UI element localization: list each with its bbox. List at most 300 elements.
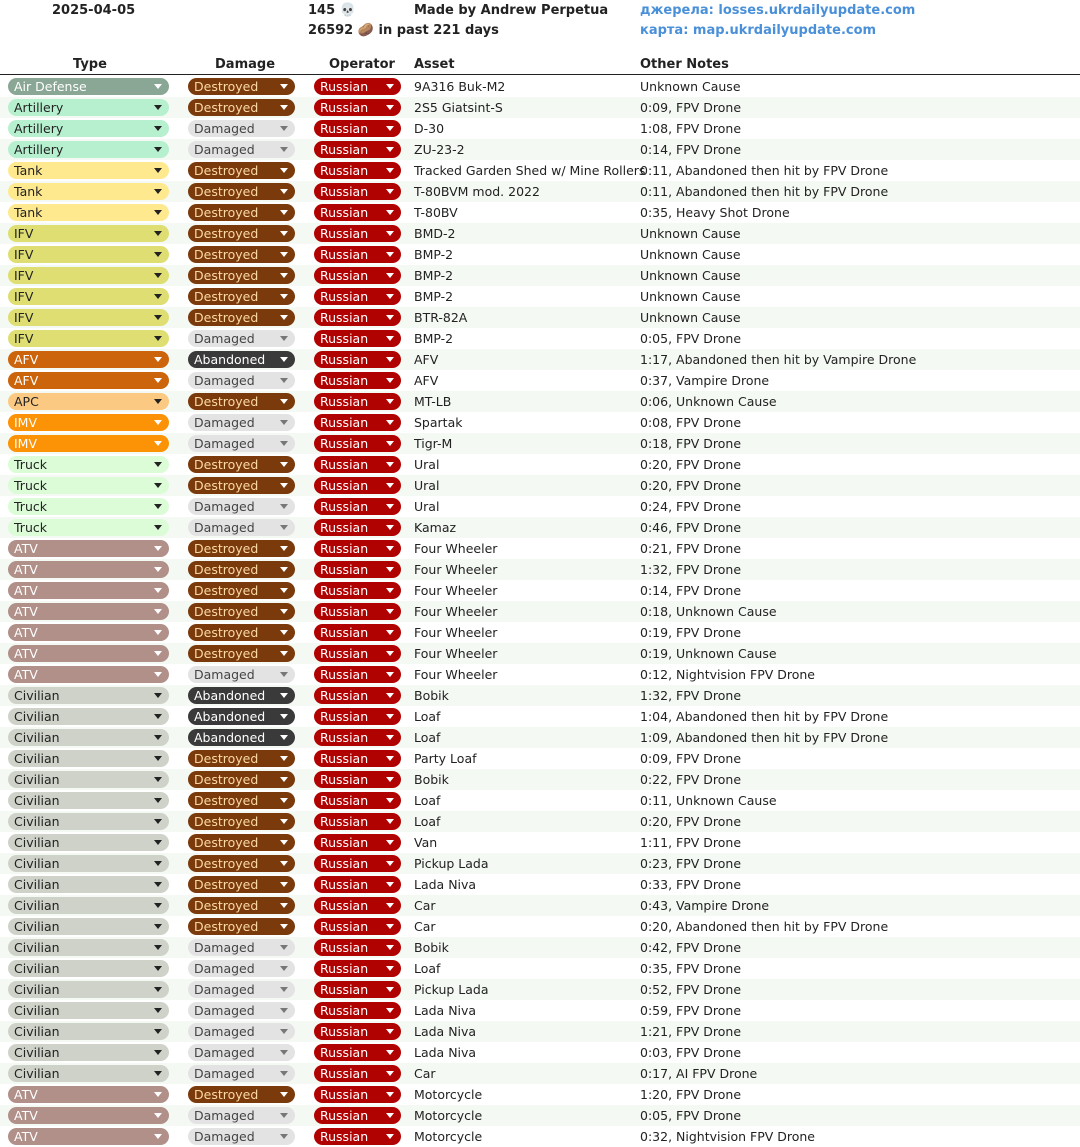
notes-cell: 1:17, Abandoned then hit by Vampire Drone xyxy=(640,352,917,367)
operator-dropdown[interactable] xyxy=(314,687,401,704)
damage-label: Damaged xyxy=(194,373,255,388)
operator-dropdown[interactable] xyxy=(314,708,401,725)
type-dropdown[interactable] xyxy=(8,771,169,788)
operator-dropdown[interactable] xyxy=(314,876,401,893)
operator-dropdown[interactable] xyxy=(314,1044,401,1061)
chevron-down-icon xyxy=(386,420,394,425)
operator-dropdown[interactable] xyxy=(314,813,401,830)
operator-dropdown[interactable] xyxy=(314,1002,401,1019)
damage-label: Destroyed xyxy=(194,226,259,241)
asset-cell: Motorcycle xyxy=(414,1129,483,1144)
table-row xyxy=(0,937,1080,958)
damage-dropdown[interactable] xyxy=(188,456,295,473)
type-dropdown[interactable] xyxy=(8,1107,169,1124)
chevron-down-icon xyxy=(386,756,394,761)
map-link[interactable]: карта: map.ukrdailyupdate.com xyxy=(640,23,877,38)
damage-dropdown[interactable] xyxy=(188,1002,295,1019)
chevron-down-icon xyxy=(154,651,162,656)
asset-cell: Tracked Garden Shed w/ Mine Rollers xyxy=(414,163,646,178)
operator-dropdown[interactable] xyxy=(314,1065,401,1082)
damage-label: Destroyed xyxy=(194,394,259,409)
chevron-down-icon xyxy=(386,1029,394,1034)
damage-label: Destroyed xyxy=(194,625,259,640)
damage-dropdown[interactable] xyxy=(188,414,295,431)
type-label: Artillery xyxy=(14,100,64,115)
type-dropdown[interactable] xyxy=(8,1044,169,1061)
damage-dropdown[interactable] xyxy=(188,204,295,221)
type-dropdown[interactable] xyxy=(8,351,169,368)
damage-dropdown[interactable] xyxy=(188,876,295,893)
damage-dropdown[interactable] xyxy=(188,120,295,137)
notes-cell: 0:20, FPV Drone xyxy=(640,457,742,472)
chevron-down-icon xyxy=(280,84,288,89)
chevron-down-icon xyxy=(386,315,394,320)
operator-dropdown[interactable] xyxy=(314,120,401,137)
table-row xyxy=(0,1063,1080,1084)
notes-cell: 0:35, Heavy Shot Drone xyxy=(640,205,790,220)
operator-dropdown[interactable] xyxy=(314,78,401,95)
chevron-down-icon xyxy=(280,1029,288,1034)
type-dropdown[interactable] xyxy=(8,99,169,116)
damage-label: Damaged xyxy=(194,982,255,997)
notes-cell: 0:12, Nightvision FPV Drone xyxy=(640,667,815,682)
chevron-down-icon xyxy=(280,987,288,992)
chevron-down-icon xyxy=(154,840,162,845)
sources-link[interactable]: джерела: losses.ukrdailyupdate.com xyxy=(640,3,916,18)
type-dropdown[interactable] xyxy=(8,204,169,221)
damage-dropdown[interactable] xyxy=(188,267,295,284)
damage-dropdown[interactable] xyxy=(188,246,295,263)
column-header-operator[interactable]: Operator xyxy=(329,57,395,72)
damage-dropdown[interactable] xyxy=(188,603,295,620)
notes-cell: 0:42, FPV Drone xyxy=(640,940,742,955)
chevron-down-icon xyxy=(386,441,394,446)
type-dropdown[interactable] xyxy=(8,120,169,137)
damage-dropdown[interactable] xyxy=(188,1128,295,1145)
damage-dropdown[interactable] xyxy=(188,309,295,326)
damage-dropdown[interactable] xyxy=(188,813,295,830)
operator-label: Russian xyxy=(320,982,369,997)
operator-dropdown[interactable] xyxy=(314,498,401,515)
table-row xyxy=(0,895,1080,916)
operator-dropdown[interactable] xyxy=(314,855,401,872)
type-label: Civilian xyxy=(14,982,60,997)
operator-dropdown[interactable] xyxy=(314,162,401,179)
damage-label: Destroyed xyxy=(194,604,259,619)
chevron-down-icon xyxy=(386,567,394,572)
column-header-type[interactable]: Type xyxy=(73,57,107,72)
type-dropdown[interactable] xyxy=(8,792,169,809)
damage-dropdown[interactable] xyxy=(188,939,295,956)
asset-cell: BTR-82A xyxy=(414,310,468,325)
operator-dropdown[interactable] xyxy=(314,204,401,221)
operator-dropdown[interactable] xyxy=(314,1023,401,1040)
chevron-down-icon xyxy=(280,924,288,929)
operator-label: Russian xyxy=(320,730,369,745)
chevron-down-icon xyxy=(280,567,288,572)
type-dropdown[interactable] xyxy=(8,288,169,305)
chevron-down-icon xyxy=(386,357,394,362)
damage-dropdown[interactable] xyxy=(188,519,295,536)
chevron-down-icon xyxy=(154,1029,162,1034)
type-dropdown[interactable] xyxy=(8,414,169,431)
asset-cell: Four Wheeler xyxy=(414,562,498,577)
chevron-down-icon xyxy=(386,609,394,614)
type-dropdown[interactable] xyxy=(8,855,169,872)
asset-cell: Loaf xyxy=(414,793,441,808)
type-dropdown[interactable] xyxy=(8,519,169,536)
chevron-down-icon xyxy=(386,84,394,89)
damage-dropdown[interactable] xyxy=(188,288,295,305)
chevron-down-icon xyxy=(154,210,162,215)
damage-dropdown[interactable] xyxy=(188,1044,295,1061)
operator-dropdown[interactable] xyxy=(314,624,401,641)
damage-dropdown[interactable] xyxy=(188,645,295,662)
type-dropdown[interactable] xyxy=(8,225,169,242)
operator-dropdown[interactable] xyxy=(314,414,401,431)
chevron-down-icon xyxy=(154,483,162,488)
operator-label: Russian xyxy=(320,940,369,955)
table-row xyxy=(0,1084,1080,1105)
operator-label: Russian xyxy=(320,709,369,724)
notes-cell: 0:20, Abandoned then hit by FPV Drone xyxy=(640,919,889,934)
type-dropdown[interactable] xyxy=(8,876,169,893)
chevron-down-icon xyxy=(386,1113,394,1118)
asset-cell: Van xyxy=(414,835,438,850)
chevron-down-icon xyxy=(280,147,288,152)
operator-label: Russian xyxy=(320,289,369,304)
operator-dropdown[interactable] xyxy=(314,141,401,158)
asset-cell: Motorcycle xyxy=(414,1087,483,1102)
operator-dropdown[interactable] xyxy=(314,771,401,788)
operator-dropdown[interactable] xyxy=(314,540,401,557)
chevron-down-icon xyxy=(386,189,394,194)
type-dropdown[interactable] xyxy=(8,435,169,452)
notes-cell: 0:11, Unknown Cause xyxy=(640,793,777,808)
operator-label: Russian xyxy=(320,100,369,115)
operator-dropdown[interactable] xyxy=(314,561,401,578)
table-row xyxy=(0,748,1080,769)
type-dropdown[interactable] xyxy=(8,309,169,326)
chevron-down-icon xyxy=(280,756,288,761)
type-dropdown[interactable] xyxy=(8,477,169,494)
damage-dropdown[interactable] xyxy=(188,624,295,641)
type-dropdown[interactable] xyxy=(8,960,169,977)
chevron-down-icon xyxy=(280,1050,288,1055)
damage-dropdown[interactable] xyxy=(188,99,295,116)
table-row xyxy=(0,811,1080,832)
chevron-down-icon xyxy=(386,924,394,929)
damage-dropdown[interactable] xyxy=(188,897,295,914)
damage-label: Damaged xyxy=(194,436,255,451)
notes-cell: 0:37, Vampire Drone xyxy=(640,373,770,388)
operator-label: Russian xyxy=(320,1066,369,1081)
type-label: Truck xyxy=(14,499,47,514)
operator-dropdown[interactable] xyxy=(314,330,401,347)
type-label: ATV xyxy=(14,604,38,619)
chevron-down-icon xyxy=(154,924,162,929)
operator-dropdown[interactable] xyxy=(314,372,401,389)
type-label: Civilian xyxy=(14,835,60,850)
operator-dropdown[interactable] xyxy=(314,582,401,599)
operator-dropdown[interactable] xyxy=(314,435,401,452)
type-dropdown[interactable] xyxy=(8,708,169,725)
type-dropdown[interactable] xyxy=(8,393,169,410)
type-label: Civilian xyxy=(14,688,60,703)
table-row xyxy=(0,370,1080,391)
damage-dropdown[interactable] xyxy=(188,981,295,998)
type-dropdown[interactable] xyxy=(8,246,169,263)
damage-dropdown[interactable] xyxy=(188,792,295,809)
operator-label: Russian xyxy=(320,751,369,766)
damage-dropdown[interactable] xyxy=(188,1023,295,1040)
operator-dropdown[interactable] xyxy=(314,645,401,662)
type-dropdown[interactable] xyxy=(8,1023,169,1040)
chevron-down-icon xyxy=(154,777,162,782)
type-dropdown[interactable] xyxy=(8,498,169,515)
type-dropdown[interactable] xyxy=(8,603,169,620)
type-dropdown[interactable] xyxy=(8,666,169,683)
operator-dropdown[interactable] xyxy=(314,834,401,851)
table-row xyxy=(0,265,1080,286)
damage-label: Abandoned xyxy=(194,730,266,745)
operator-label: Russian xyxy=(320,1129,369,1144)
chevron-down-icon xyxy=(386,126,394,131)
chevron-down-icon xyxy=(386,336,394,341)
asset-cell: Bobik xyxy=(414,688,449,703)
operator-dropdown[interactable] xyxy=(314,477,401,494)
damage-dropdown[interactable] xyxy=(188,498,295,515)
type-label: Civilian xyxy=(14,772,60,787)
damage-dropdown[interactable] xyxy=(188,162,295,179)
type-dropdown[interactable] xyxy=(8,1128,169,1145)
column-header-notes[interactable]: Other Notes xyxy=(640,57,729,72)
type-dropdown[interactable] xyxy=(8,939,169,956)
damage-label: Destroyed xyxy=(194,751,259,766)
chevron-down-icon xyxy=(280,714,288,719)
chevron-down-icon xyxy=(280,1071,288,1076)
asset-cell: Lada Niva xyxy=(414,1024,477,1039)
notes-cell: 0:14, FPV Drone xyxy=(640,583,742,598)
type-dropdown[interactable] xyxy=(8,687,169,704)
operator-label: Russian xyxy=(320,646,369,661)
damage-dropdown[interactable] xyxy=(188,582,295,599)
operator-dropdown[interactable] xyxy=(314,960,401,977)
chevron-down-icon xyxy=(154,399,162,404)
asset-cell: Ural xyxy=(414,499,440,514)
operator-dropdown[interactable] xyxy=(314,729,401,746)
table-row xyxy=(0,832,1080,853)
table-row xyxy=(0,139,1080,160)
chevron-down-icon xyxy=(386,546,394,551)
chevron-down-icon xyxy=(154,147,162,152)
chevron-down-icon xyxy=(154,462,162,467)
operator-dropdown[interactable] xyxy=(314,456,401,473)
operator-dropdown[interactable] xyxy=(314,1107,401,1124)
damage-dropdown[interactable] xyxy=(188,771,295,788)
asset-cell: D-30 xyxy=(414,121,445,136)
operator-dropdown[interactable] xyxy=(314,1086,401,1103)
operator-dropdown[interactable] xyxy=(314,183,401,200)
operator-label: Russian xyxy=(320,814,369,829)
asset-cell: Tigr-M xyxy=(414,436,453,451)
type-dropdown[interactable] xyxy=(8,267,169,284)
type-label: Truck xyxy=(14,457,47,472)
notes-cell: Unknown Cause xyxy=(640,226,741,241)
operator-dropdown[interactable] xyxy=(314,225,401,242)
damage-dropdown[interactable] xyxy=(188,918,295,935)
damage-dropdown[interactable] xyxy=(188,225,295,242)
operator-dropdown[interactable] xyxy=(314,750,401,767)
notes-cell: 0:43, Vampire Drone xyxy=(640,898,770,913)
type-dropdown[interactable] xyxy=(8,813,169,830)
asset-cell: BMD-2 xyxy=(414,226,456,241)
damage-label: Destroyed xyxy=(194,457,259,472)
type-dropdown[interactable] xyxy=(8,141,169,158)
type-dropdown[interactable] xyxy=(8,456,169,473)
type-label: Air Defense xyxy=(14,79,87,94)
damage-dropdown[interactable] xyxy=(188,183,295,200)
notes-cell: 0:05, FPV Drone xyxy=(640,331,742,346)
damage-label: Destroyed xyxy=(194,184,259,199)
chevron-down-icon xyxy=(280,777,288,782)
operator-dropdown[interactable] xyxy=(314,792,401,809)
operator-dropdown[interactable] xyxy=(314,918,401,935)
operator-dropdown[interactable] xyxy=(314,288,401,305)
damage-dropdown[interactable] xyxy=(188,561,295,578)
column-header-asset[interactable]: Asset xyxy=(414,57,455,72)
type-dropdown[interactable] xyxy=(8,561,169,578)
type-label: Artillery xyxy=(14,142,64,157)
type-dropdown[interactable] xyxy=(8,729,169,746)
notes-cell: 0:35, FPV Drone xyxy=(640,961,742,976)
damage-dropdown[interactable] xyxy=(188,1107,295,1124)
operator-dropdown[interactable] xyxy=(314,99,401,116)
operator-label: Russian xyxy=(320,667,369,682)
table-row xyxy=(0,685,1080,706)
chevron-down-icon xyxy=(386,105,394,110)
column-header-damage[interactable]: Damage xyxy=(215,57,276,72)
notes-cell: 0:05, FPV Drone xyxy=(640,1108,742,1123)
chevron-down-icon xyxy=(280,210,288,215)
type-dropdown[interactable] xyxy=(8,624,169,641)
type-dropdown[interactable] xyxy=(8,162,169,179)
type-label: ATV xyxy=(14,646,38,661)
type-dropdown[interactable] xyxy=(8,918,169,935)
type-dropdown[interactable] xyxy=(8,183,169,200)
operator-dropdown[interactable] xyxy=(314,1128,401,1145)
chevron-down-icon xyxy=(386,210,394,215)
damage-dropdown[interactable] xyxy=(188,855,295,872)
table-row xyxy=(0,181,1080,202)
type-dropdown[interactable] xyxy=(8,834,169,851)
damage-dropdown[interactable] xyxy=(188,330,295,347)
type-dropdown[interactable] xyxy=(8,1002,169,1019)
damage-label: Abandoned xyxy=(194,352,266,367)
damage-dropdown[interactable] xyxy=(188,351,295,368)
table-row xyxy=(0,622,1080,643)
type-dropdown[interactable] xyxy=(8,1065,169,1082)
damage-dropdown[interactable] xyxy=(188,477,295,494)
operator-dropdown[interactable] xyxy=(314,309,401,326)
operator-dropdown[interactable] xyxy=(314,519,401,536)
damage-dropdown[interactable] xyxy=(188,141,295,158)
type-label: Artillery xyxy=(14,121,64,136)
type-label: ATV xyxy=(14,1087,38,1102)
type-dropdown[interactable] xyxy=(8,330,169,347)
chevron-down-icon xyxy=(280,294,288,299)
type-dropdown[interactable] xyxy=(8,1086,169,1103)
operator-dropdown[interactable] xyxy=(314,981,401,998)
table-row xyxy=(0,790,1080,811)
daily-count-value: 145 xyxy=(308,3,336,18)
type-dropdown[interactable] xyxy=(8,582,169,599)
damage-dropdown[interactable] xyxy=(188,729,295,746)
damage-dropdown[interactable] xyxy=(188,393,295,410)
type-dropdown[interactable] xyxy=(8,897,169,914)
damage-dropdown[interactable] xyxy=(188,540,295,557)
type-dropdown[interactable] xyxy=(8,540,169,557)
damage-dropdown[interactable] xyxy=(188,750,295,767)
damage-dropdown[interactable] xyxy=(188,960,295,977)
operator-dropdown[interactable] xyxy=(314,666,401,683)
damage-dropdown[interactable] xyxy=(188,435,295,452)
damage-dropdown[interactable] xyxy=(188,687,295,704)
type-label: Civilian xyxy=(14,961,60,976)
damage-dropdown[interactable] xyxy=(188,78,295,95)
operator-dropdown[interactable] xyxy=(314,267,401,284)
damage-label: Damaged xyxy=(194,331,255,346)
type-dropdown[interactable] xyxy=(8,981,169,998)
chevron-down-icon xyxy=(154,903,162,908)
asset-cell: Pickup Lada xyxy=(414,982,489,997)
chevron-down-icon xyxy=(154,525,162,530)
type-dropdown[interactable] xyxy=(8,645,169,662)
chevron-down-icon xyxy=(154,966,162,971)
damage-dropdown[interactable] xyxy=(188,666,295,683)
asset-cell: ZU-23-2 xyxy=(414,142,465,157)
damage-dropdown[interactable] xyxy=(188,372,295,389)
damage-dropdown[interactable] xyxy=(188,1065,295,1082)
damage-dropdown[interactable] xyxy=(188,1086,295,1103)
damage-dropdown[interactable] xyxy=(188,708,295,725)
operator-label: Russian xyxy=(320,1108,369,1123)
operator-dropdown[interactable] xyxy=(314,351,401,368)
chevron-down-icon xyxy=(386,819,394,824)
chevron-down-icon xyxy=(386,504,394,509)
operator-label: Russian xyxy=(320,1003,369,1018)
type-dropdown[interactable] xyxy=(8,78,169,95)
chevron-down-icon xyxy=(154,987,162,992)
chevron-down-icon xyxy=(280,840,288,845)
operator-dropdown[interactable] xyxy=(314,603,401,620)
operator-dropdown[interactable] xyxy=(314,939,401,956)
type-dropdown[interactable] xyxy=(8,372,169,389)
damage-label: Destroyed xyxy=(194,562,259,577)
asset-cell: BMP-2 xyxy=(414,289,454,304)
operator-dropdown[interactable] xyxy=(314,393,401,410)
chevron-down-icon xyxy=(386,483,394,488)
type-dropdown[interactable] xyxy=(8,750,169,767)
chevron-down-icon xyxy=(386,231,394,236)
type-label: IMV xyxy=(14,436,38,451)
operator-dropdown[interactable] xyxy=(314,246,401,263)
damage-dropdown[interactable] xyxy=(188,834,295,851)
damage-label: Abandoned xyxy=(194,709,266,724)
chevron-down-icon xyxy=(280,105,288,110)
notes-cell: 1:32, FPV Drone xyxy=(640,688,742,703)
operator-dropdown[interactable] xyxy=(314,897,401,914)
